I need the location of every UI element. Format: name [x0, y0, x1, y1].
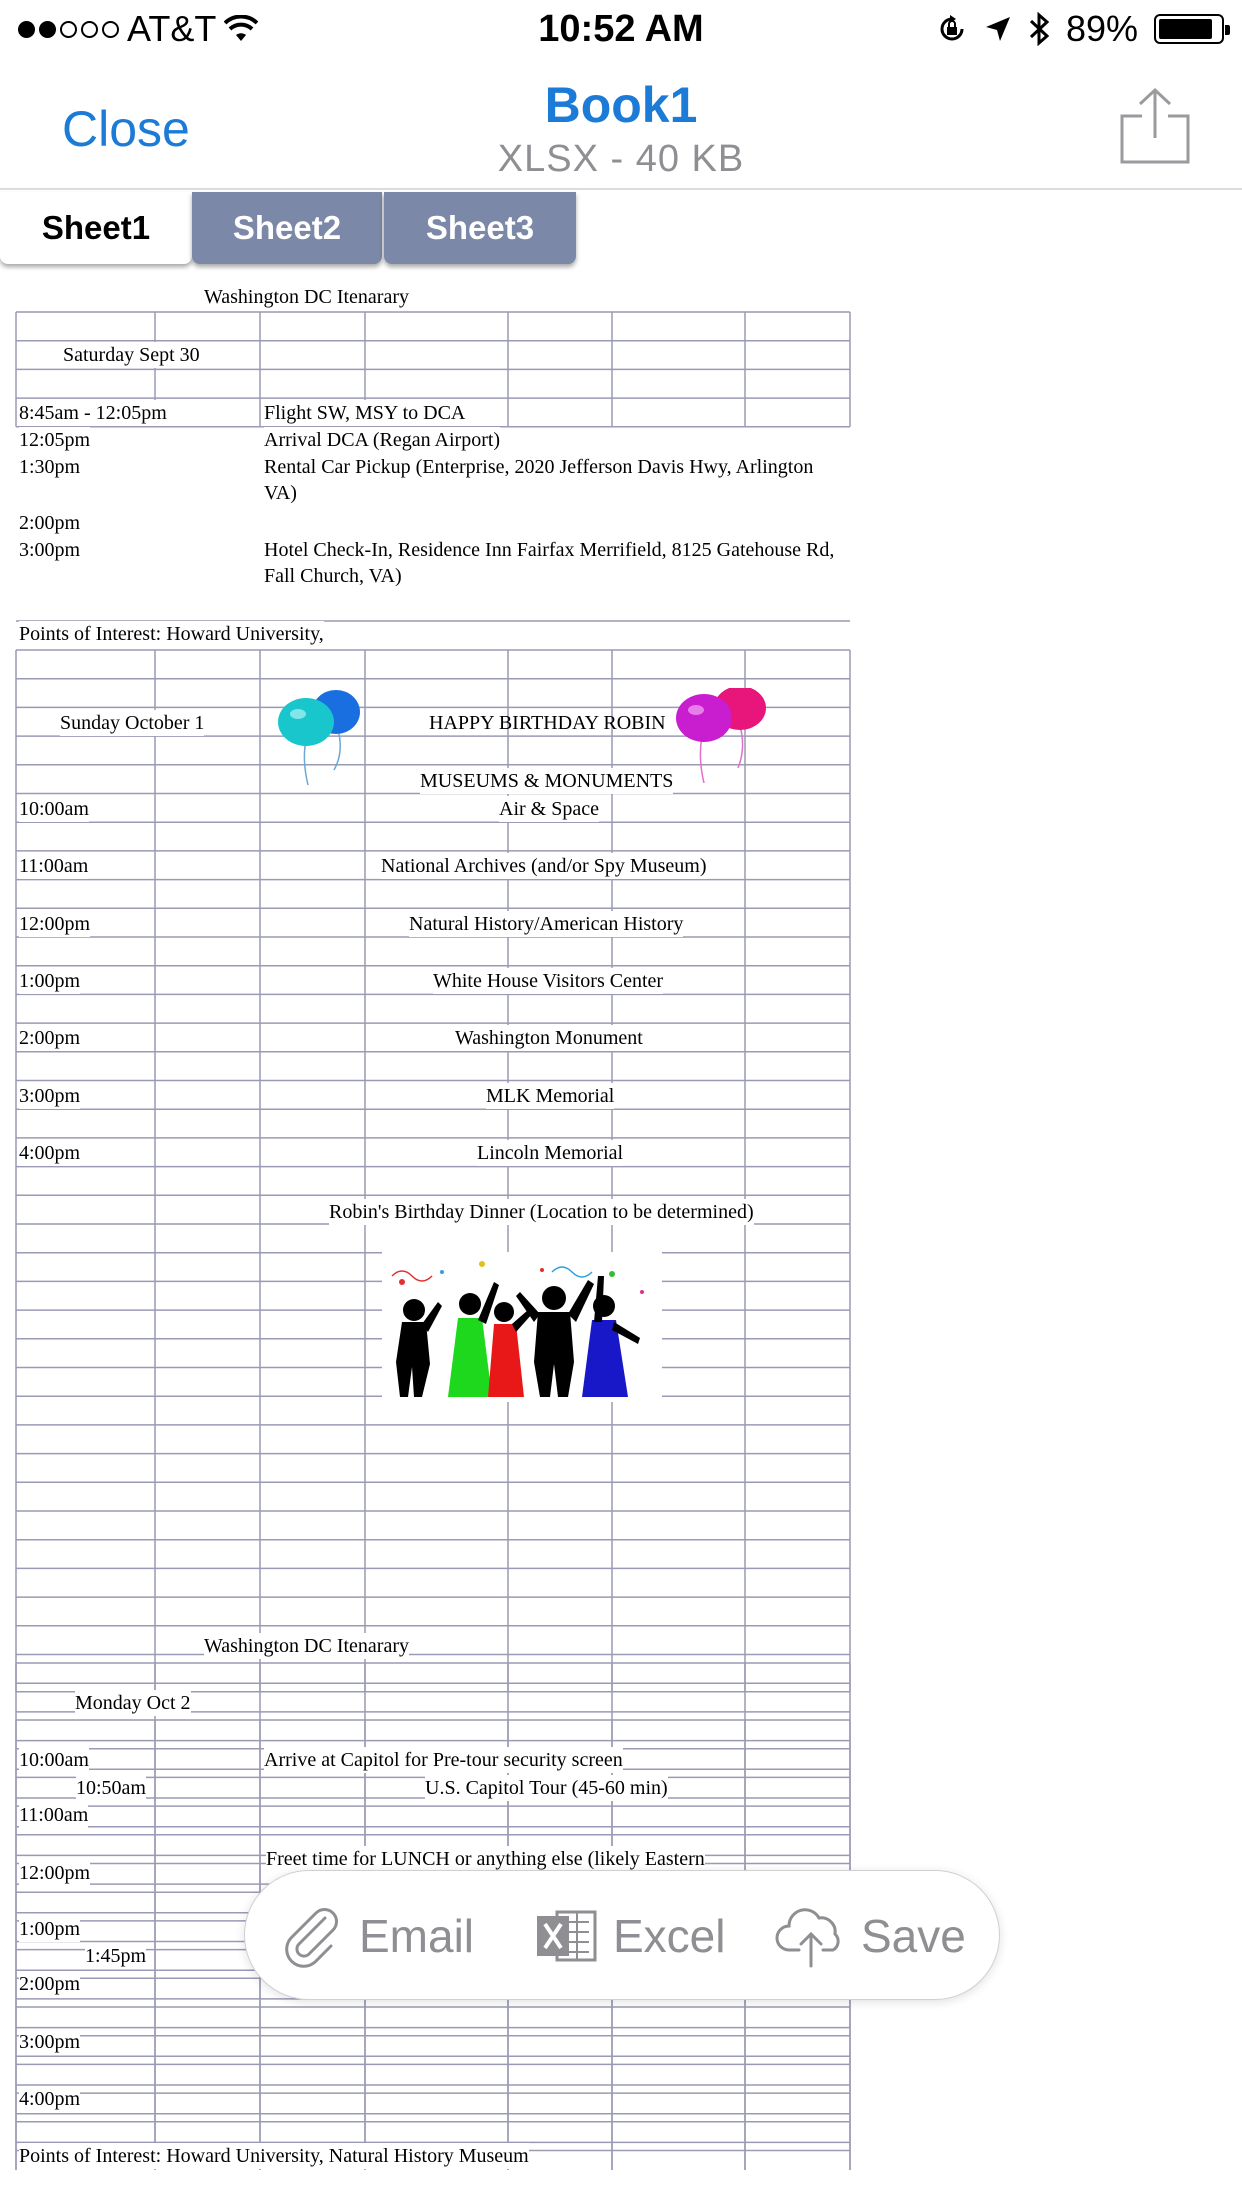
close-button[interactable]: Close	[62, 101, 190, 157]
email-button[interactable]	[281, 1871, 474, 2001]
share-icon[interactable]	[1118, 86, 1192, 166]
mon-time-9: 4:00pm	[19, 2088, 81, 2110]
mon-time-1: 10:00am	[19, 1749, 89, 1771]
sat-time-3: 1:30pm	[19, 456, 81, 478]
status-time: 10:52 AM	[538, 8, 704, 50]
sun-desc-3: Natural History/American History	[409, 913, 684, 935]
sun-desc-2: National Archives (and/or Spy Museum)	[381, 855, 707, 877]
balloons-pink-icon	[672, 688, 772, 788]
battery-icon	[1154, 14, 1224, 44]
location-arrow-icon	[984, 15, 1012, 43]
sun-desc-7: Lincoln Memorial	[477, 1142, 624, 1164]
mon-time-2: 10:50am	[76, 1777, 146, 1799]
sun-time-6: 3:00pm	[19, 1085, 81, 1107]
points-of-interest-2: Points of Interest: Howard University, Natural History Museum	[19, 2145, 529, 2167]
sheet-title-1: Washington DC Itenarary	[204, 286, 409, 308]
sheet-title-2: Washington DC Itenarary	[204, 1635, 409, 1657]
sun-time-2: 11:00am	[19, 855, 89, 877]
mon-time-4: 12:00pm	[19, 1862, 91, 1884]
day-label-sunday: Sunday October 1	[60, 712, 205, 734]
mon-time-7: 2:00pm	[19, 1973, 81, 1995]
bluetooth-icon	[1028, 12, 1050, 46]
save-button[interactable]	[775, 1871, 966, 2001]
mon-time-6: 1:45pm	[85, 1945, 147, 1967]
day-label-saturday: Saturday Sept 30	[63, 344, 200, 366]
sat-time-5: 3:00pm	[19, 539, 81, 561]
sat-time-4: 2:00pm	[19, 512, 81, 534]
excel-button[interactable]	[535, 1871, 725, 2001]
sun-time-5: 2:00pm	[19, 1027, 81, 1049]
mon-time-3: 11:00am	[19, 1804, 89, 1826]
carrier-label: AT&T	[127, 8, 217, 49]
document-subtitle: XLSX - 40 KB	[497, 138, 745, 180]
sun-time-7: 4:00pm	[19, 1142, 81, 1164]
battery-percent: 89%	[1065, 8, 1138, 49]
tab-sheet1[interactable]: Sheet1	[0, 192, 192, 264]
day-label-monday: Monday Oct 2	[75, 1692, 191, 1714]
excel-label: Excel	[613, 1910, 726, 1962]
cloud-upload-icon	[775, 1904, 847, 1968]
birthday-banner: HAPPY BIRTHDAY ROBIN	[429, 712, 666, 734]
save-label: Save	[861, 1910, 966, 1962]
museums-header: MUSEUMS & MONUMENTS	[420, 770, 674, 792]
party-silhouettes-icon	[382, 1252, 662, 1402]
sat-desc-1: Flight SW, MSY to DCA	[264, 402, 466, 424]
action-bar	[244, 1870, 1000, 2000]
birthday-dinner: Robin's Birthday Dinner (Location to be determined)	[329, 1201, 754, 1223]
sat-desc-3: Rental Car Pickup (Enterprise, 2020 Jefferson Davis Hwy, Arlington VA)	[264, 454, 824, 506]
mon-time-8: 3:00pm	[19, 2031, 81, 2053]
excel-icon	[535, 1904, 599, 1968]
sat-time-2: 12:05pm	[19, 429, 91, 451]
sat-desc-2: Arrival DCA (Regan Airport)	[264, 429, 501, 451]
nav-bar	[0, 60, 1242, 190]
status-right	[936, 8, 1224, 50]
sheet-tabs	[0, 192, 1242, 264]
orientation-lock-icon	[936, 13, 968, 45]
sun-desc-5: Washington Monument	[455, 1027, 643, 1049]
mon-time-5: 1:00pm	[19, 1918, 81, 1940]
status-bar	[0, 0, 1242, 60]
tab-sheet2[interactable]: Sheet2	[192, 192, 382, 264]
sat-time-1: 8:45am - 12:05pm	[19, 402, 167, 424]
sat-desc-5: Hotel Check-In, Residence Inn Fairfax Merrifield, 8125 Gatehouse Rd, Fall Church, VA)	[264, 537, 844, 589]
sun-desc-6: MLK Memorial	[486, 1085, 615, 1107]
mon-desc-1: Arrive at Capitol for Pre-tour security screen	[264, 1749, 623, 1771]
sun-time-4: 1:00pm	[19, 970, 81, 992]
paperclip-icon	[281, 1904, 345, 1968]
sun-time-1: 10:00am	[19, 798, 89, 820]
email-label: Email	[359, 1910, 475, 1962]
points-of-interest-1: Points of Interest: Howard University,	[19, 623, 324, 645]
tab-sheet3[interactable]: Sheet3	[384, 192, 576, 264]
document-title: Book1	[544, 77, 698, 133]
mon-desc-4: Freet time for LUNCH or anything else (likely Eastern	[266, 1848, 705, 1870]
sun-desc-4: White House Visitors Center	[433, 970, 664, 992]
sun-time-3: 12:00pm	[19, 913, 91, 935]
balloons-blue-icon	[274, 690, 374, 790]
sun-desc-1: Air & Space	[499, 798, 599, 820]
mon-desc-2: U.S. Capitol Tour (45-60 min)	[425, 1777, 668, 1799]
